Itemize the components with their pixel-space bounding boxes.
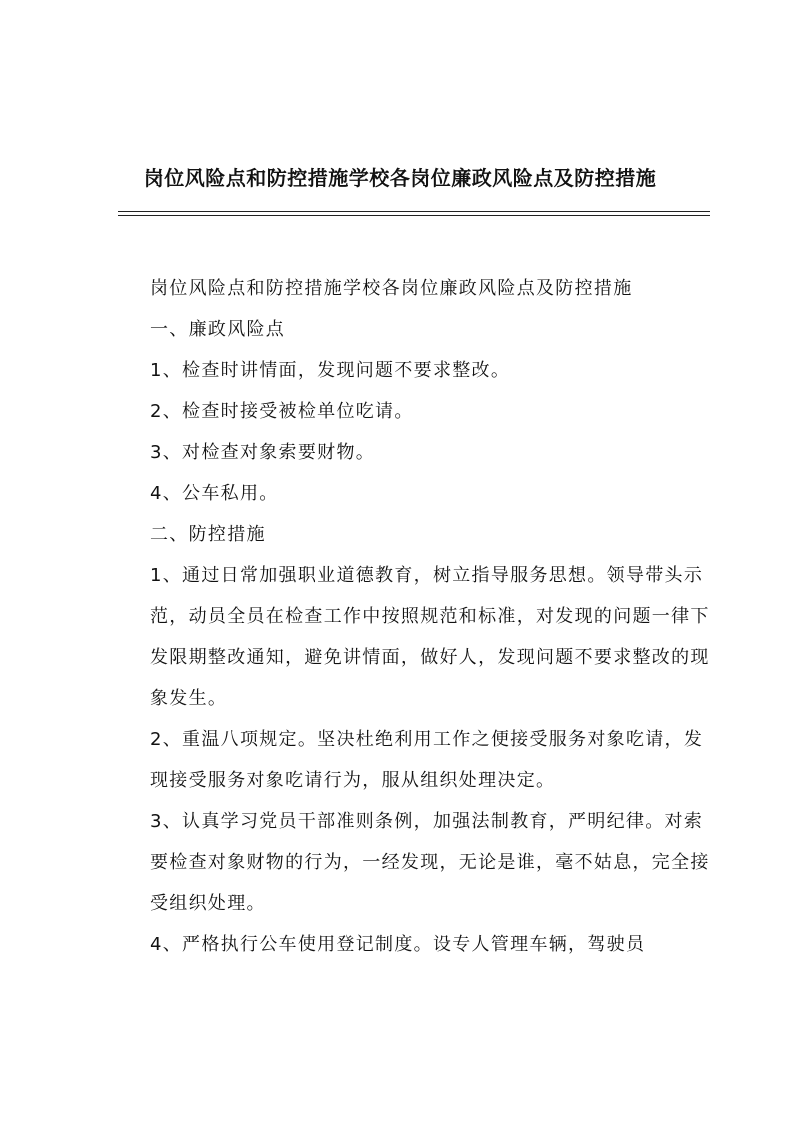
measure-paragraph-1: 1、通过日常加强职业道德教育，树立指导服务思想。领导带头示范，动员全员在检查工作中按照规范和标准，对发现的问题一律下发限期整改通知，避免讲情面，做好人，发现问题不要求整改的现象发生。 bbox=[150, 565, 710, 709]
section-heading-control-measures: 二、防控措施 bbox=[150, 524, 266, 545]
section-heading-risk-points: 一、廉政风险点 bbox=[150, 319, 286, 340]
document-body bbox=[118, 268, 718, 965]
measure-paragraph-4: 4、严格执行公车使用登记制度。设专人管理车辆，驾驶员 bbox=[150, 934, 646, 955]
document-title: 岗位风险点和防控措施学校各岗位廉政风险点及防控措施 bbox=[143, 166, 657, 190]
risk-item-3: 3、对检查对象索要财物。 bbox=[150, 442, 376, 463]
risk-item-4: 4、公车私用。 bbox=[150, 483, 279, 504]
title-divider-top bbox=[118, 211, 710, 212]
risk-item-2: 2、检查时接受被检单位吃请。 bbox=[150, 401, 414, 422]
measure-paragraph-2: 2、重温八项规定。坚决杜绝利用工作之便接受服务对象吃请，发现接受服务对象吃请行为，服从组织处理决定。 bbox=[150, 729, 704, 791]
body-heading: 岗位风险点和防控措施学校各岗位廉政风险点及防控措施 bbox=[150, 278, 633, 299]
title-divider-bottom bbox=[118, 215, 710, 216]
measure-paragraph-3: 3、认真学习党员干部准则条例，加强法制教育，严明纪律。对索要检查对象财物的行为，一经发现，无论是谁，毫不姑息，完全接受组织处理。 bbox=[150, 811, 710, 914]
risk-item-1: 1、检查时讲情面，发现问题不要求整改。 bbox=[150, 360, 511, 381]
